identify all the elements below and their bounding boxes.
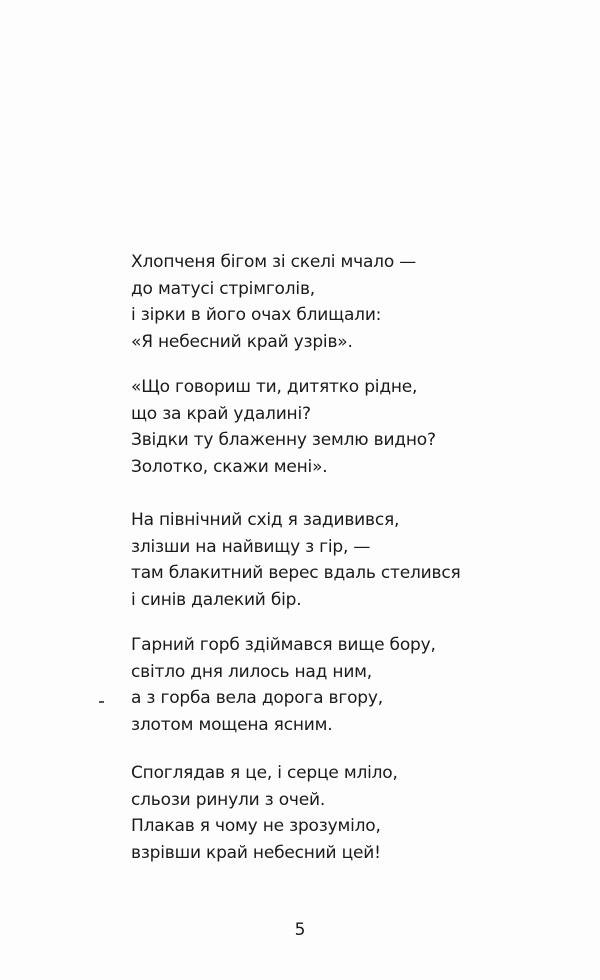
poem-line: там блакитний верес вдаль стелився (131, 563, 461, 583)
poem-line: взрівши край небесний цей! (131, 842, 381, 863)
poem-line: а з горба вела дорога вгору, (131, 688, 383, 708)
stanza-3 (131, 507, 461, 613)
stanza-1 (131, 249, 416, 355)
poem-line: і синів далекий бір. (131, 589, 302, 610)
poem-line: злізши на найвищу з гір, — (131, 536, 371, 557)
poem-line: Плакав я чому не зрозуміло, (131, 816, 381, 836)
stanza-4 (131, 632, 436, 738)
scan-speck (99, 701, 104, 703)
poem-line: «Що говориш ти, дитятко рідне, (131, 377, 418, 397)
poem-line: що за край удалині? (131, 403, 311, 424)
stanza-5 (131, 760, 398, 866)
poem-line: світло дня лилось над ним, (131, 661, 372, 682)
poem-line: до матусі стрімголів, (131, 278, 315, 299)
poem-line: Звідки ту блаженну землю видно? (131, 430, 436, 450)
poem-line: На північний схід я задивився, (131, 510, 400, 530)
poem-line: сльози ринули з очей. (131, 789, 326, 810)
stanza-2 (131, 374, 436, 480)
poem-line: Гарний горб здіймався вище бору, (131, 635, 436, 655)
page-number: 5 (294, 920, 306, 940)
poem-line: злотом мощена ясним. (131, 714, 333, 735)
poem-line: і зірки в його очах блищали: (131, 305, 382, 325)
poem-line: «Я небесний край узрів». (131, 331, 353, 352)
poem-line: Споглядав я це, і серце мліло, (131, 763, 398, 783)
poem-line: Золотко, скажи мені». (131, 456, 328, 477)
poem-line: Хлопченя бігом зі скелі мчало — (131, 252, 417, 272)
